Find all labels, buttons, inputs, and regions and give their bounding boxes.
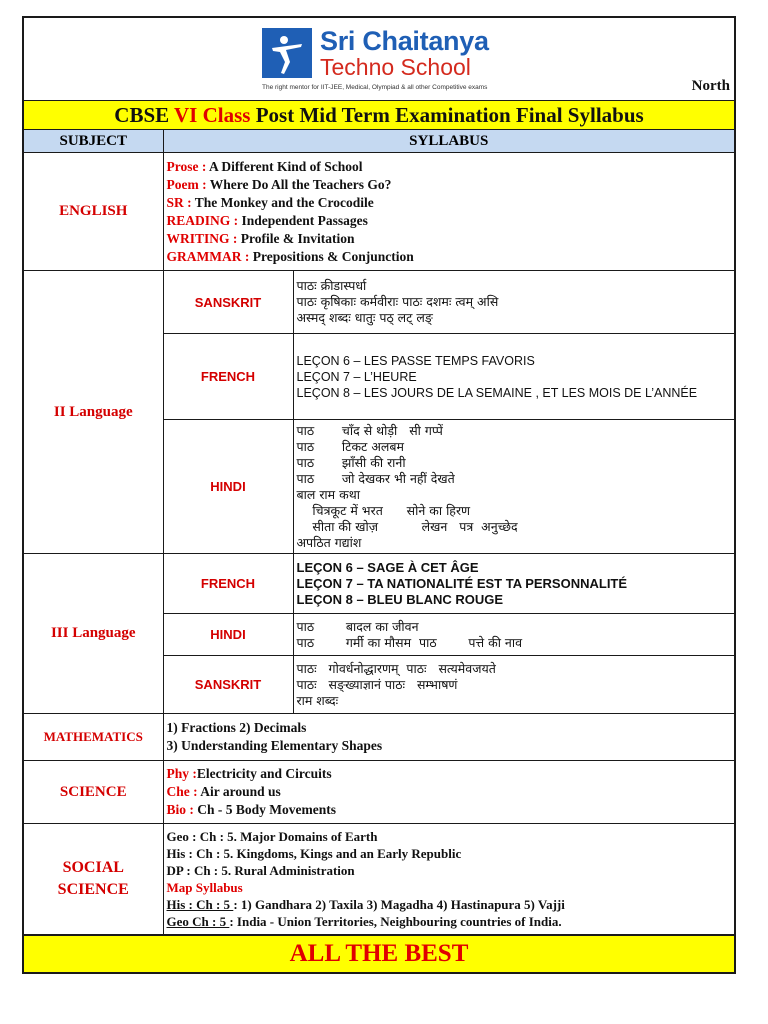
third-language-french-label: FRENCH [163,554,293,614]
third-language-sanskrit-syllabus: पाठः गोवर्धनोद्धारणम् पाठः सत्यमेवजयते पाठः सङ्ख्याज्ञानं पाठः सम्भाषणं राम शब्दः [293,656,734,714]
list-item: Geo : Ch : 5. Major Domains of Earth [166,829,378,844]
column-header-syllabus: SYLLABUS [163,130,734,153]
branch-label: North [691,78,730,94]
second-language-french-syllabus: LEÇON 6 – LES PASSE TEMPS FAVORIS LEÇON 7 – L’HEURE LEÇON 8 – LES JOURS DE LA SEMAINE , ET LES MOIS DE L’ANNÉE [293,334,734,420]
logo-brand-name: Sri Chaitanya [320,26,489,56]
second-language-french-label: FRENCH [163,334,293,420]
subject-science: SCIENCE [24,761,163,824]
list-item: WRITING : Profile & Invitation [166,230,355,246]
social-science-syllabus [163,824,734,935]
column-header-row [24,130,734,153]
school-logo [262,28,522,98]
title-prefix: CBSE [114,103,175,127]
list-item: Poem : Where Do All the Teachers Go? [166,176,392,192]
list-item: DP : Ch : 5. Rural Administration [166,863,355,878]
page-title [24,101,734,130]
table-row-mathematics [24,714,734,761]
list-item: Geo Ch : 5 : India - Union Territories, Neighbouring countries of India. [166,914,562,929]
subject-third-language: III Language [24,554,163,714]
list-item: SR : The Monkey and the Crocodile [166,194,374,210]
mathematics-syllabus [163,714,734,761]
list-item: His : Ch : 5 : 1) Gandhara 2) Taxila 3) Magadha 4) Hastinapura 5) Vajji [166,897,565,912]
syllabus-sheet [22,16,736,974]
third-language-french-syllabus: LEÇON 6 – SAGE À CET ÂGE LEÇON 7 – TA NATIONALITÉ EST TA PERSONNALITÉ LEÇON 8 – BLEU BLANC ROUGE [293,554,734,614]
list-item: 1) Fractions 2) Decimals [166,720,307,735]
english-syllabus [163,153,734,271]
logo-tagline: The right mentor for IIT-JEE, Medical, Olympiad & all other Competitive exams [262,84,488,91]
subject-social-science: SOCIAL SCIENCE [24,824,163,935]
subject-second-language: II Language [24,271,163,554]
list-item: His : Ch : 5. Kingdoms, Kings and an Early Republic [166,846,462,861]
science-syllabus [163,761,734,824]
table-row-science [24,761,734,824]
list-item: Bio : Ch - 5 Body Movements [166,802,337,817]
list-item: Phy :Electricity and Circuits [166,766,332,781]
footer-banner: ALL THE BEST [24,935,734,972]
map-syllabus-title: Map Syllabus [166,880,243,895]
syllabus-table [24,130,734,935]
header [24,18,734,101]
column-header-subject: SUBJECT [24,130,163,153]
table-row-iii-french [24,554,734,614]
third-language-sanskrit-label: SANSKRIT [163,656,293,714]
table-row-english [24,153,734,271]
list-item: Prose : A Different Kind of School [166,158,363,174]
list-item: Che : Air around us [166,784,281,799]
subject-mathematics: MATHEMATICS [24,714,163,761]
subject-english: ENGLISH [24,153,163,271]
second-language-sanskrit-label: SANSKRIT [163,271,293,334]
second-language-sanskrit-syllabus: पाठः क्रीडास्पर्धा पाठः कृषिकाः कर्मवीराः पाठः दशमः त्वम् असि अस्मद् शब्दः धातुः पठ् लट् लङ् [293,271,734,334]
third-language-hindi-syllabus: पाठ बादल का जीवन पाठ गर्मी का मौसम पाठ पत्ते की नाव [293,614,734,656]
list-item: 3) Understanding Elementary Shapes [166,738,383,753]
list-item: READING : Independent Passages [166,212,368,228]
title-class: VI Class [174,103,251,127]
third-language-hindi-label: HINDI [163,614,293,656]
list-item: GRAMMAR : Prepositions & Conjunction [166,248,414,264]
table-row-social-science [24,824,734,935]
table-row-ii-sanskrit [24,271,734,334]
logo-figure-icon [262,28,312,78]
second-language-hindi-syllabus: पाठ चाँद से थोड़ी सी गप्पें पाठ टिकट अलबम पाठ झाँसी की रानी पाठ जो देखकर भी नहीं देखते बाल राम कथा चित्रकूट में भरत सोने का हिरण सीता की खोज़ लेखन पत्र अनुच्छेद अपठित गद्यांश [293,420,734,554]
second-language-hindi-label: HINDI [163,420,293,554]
title-suffix: Post Mid Term Examination Final Syllabus [250,103,644,127]
logo-school-name: Techno School [320,54,471,80]
